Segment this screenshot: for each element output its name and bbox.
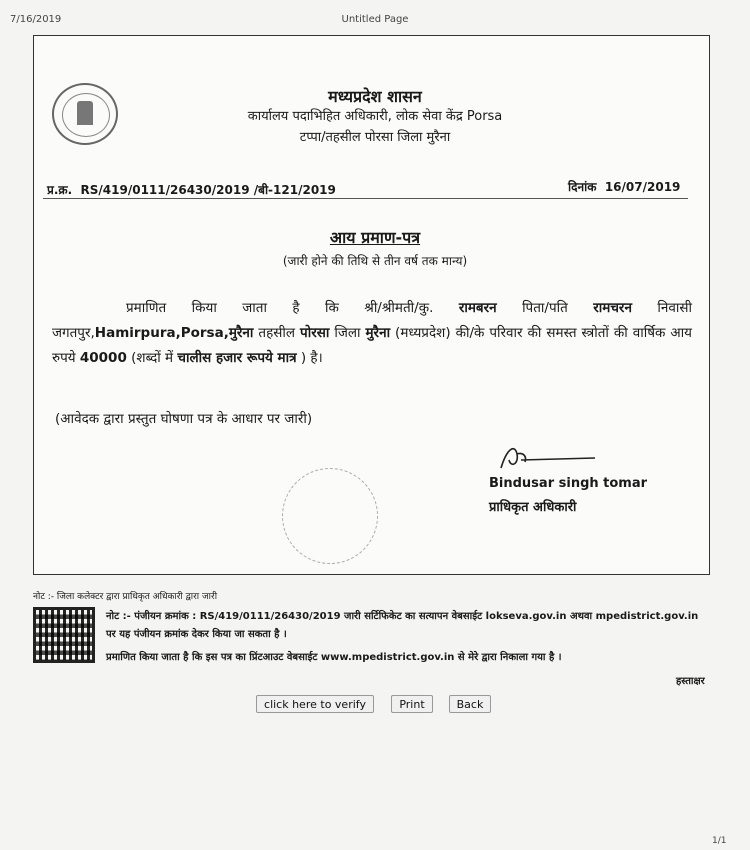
income-words: चालीस हजार रूपये मात्र [177,350,297,366]
signer-designation: प्राधिकृत अधिकारी [489,500,577,515]
page-number: 1/1 [712,836,727,846]
page-title: Untitled Page [341,14,409,25]
office-name: कार्यालय पदाभिहित अधिकारी, लोक सेवा केंद्र Porsa [247,109,503,124]
issue-date [568,178,680,195]
divider [43,198,688,199]
government-heading: मध्यप्रदेश शासन [328,87,422,106]
office-stamp-icon [282,468,378,564]
validity-note: (जारी होने की तिथि से तीन वर्ष तक मान्य) [282,254,468,268]
certificate-body: प्रमाणित किया जाता है कि श्री/श्रीमती/कु. रामबरन पिता/पति रामचरन निवासी जगतपुर,Hamirpura,Porsa,मुरैना तहसील पोरसा जिला मुरैना (मध्यप्रदेश) की/के परिवार की समस्त स्त्रोतों की वार्षिक आय रुपये 40000 (शब्दों में चालीस हजार रूपये मात्र ) है। [52,300,693,366]
printout-declaration: प्रमाणित किया जाता है कि इस पत्र का प्रिंटआउट वेबसाईट www.mpedistrict.gov.in से मेरे द्वारा निकाला गया है । [106,652,562,663]
reference-number [47,181,336,198]
print-button[interactable]: Print [391,695,433,713]
tehsil: पोरसा [300,325,330,341]
father-name: रामचरन [593,300,632,316]
ref-value: RS/419/0111/26430/2019 /बी-121/2019 [80,183,336,197]
ref-label: प्र.क्र. [47,183,73,197]
income-amount: 40000 [79,350,127,366]
certificate-title: आय प्रमाण-पत्र [329,228,421,247]
signature-label: हस्ताक्षर [676,676,705,687]
verification-note-cont: पर यह पंजीयन क्रमांक देकर किया जा सकता है । [106,629,287,640]
date-label: दिनांक [568,180,597,194]
district: मुरैना [365,325,391,341]
back-button[interactable]: Back [449,695,491,713]
verify-button[interactable]: click here to verify [256,695,374,713]
tappa-tehsil: टप्पा/तहसील पोरसा जिला मुरैना [299,130,451,145]
signer-name: Bindusar singh tomar [489,476,648,491]
verification-note: नोट :- पंजीयन क्रमांक : RS/419/0111/26430/2019 जारी सर्टिफिकेट का सत्यापन वेबसाईट lokseva.gov.in अथवा mpedistrict.gov.in [106,611,699,622]
holder-name: रामबरन [458,300,497,316]
applicant-note: (आवेदक द्वारा प्रस्तुत घोषणा पत्र के आधार पर जारी) [55,411,313,427]
print-date: 7/16/2019 [10,14,62,25]
address: Hamirpura,Porsa,मुरैना [94,325,254,341]
date-value: 16/07/2019 [604,180,681,194]
collector-note: नोट :- जिला कलेक्टर द्वारा प्राधिकृत अधिकारी द्वारा जारी [33,592,218,602]
signature-icon [497,442,597,472]
qr-code-icon [33,607,95,663]
